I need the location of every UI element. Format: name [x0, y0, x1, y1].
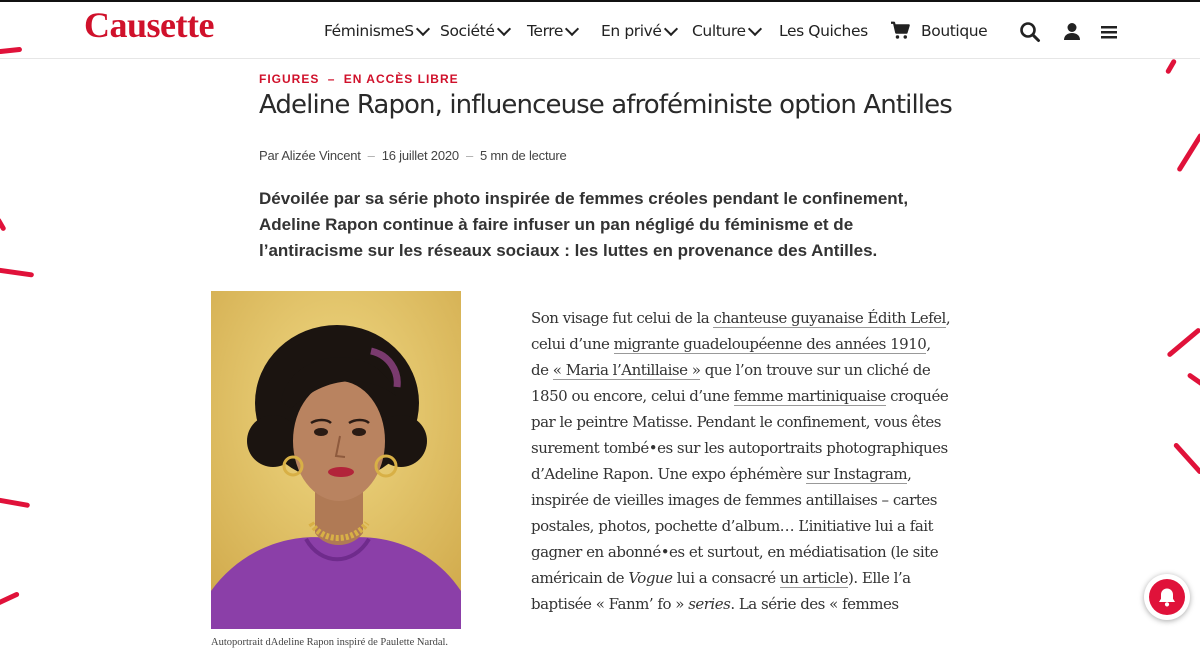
- decor-stroke: [0, 497, 30, 508]
- article-body: [531, 305, 951, 617]
- body-link[interactable]: « Maria l’Antillaise »: [552, 361, 701, 379]
- article-kicker: [259, 72, 459, 86]
- cart-icon: [890, 21, 911, 40]
- decor-stroke: [1176, 133, 1200, 173]
- body-link[interactable]: femme martiniquaise: [733, 387, 886, 405]
- nav-terre[interactable]: [527, 22, 577, 40]
- publish-date: 16 juillet 2020: [381, 148, 459, 163]
- shop-link[interactable]: [890, 21, 987, 40]
- nav-label: Culture: [692, 22, 746, 40]
- chevron-down-icon: [416, 21, 430, 35]
- nav-les-quiches[interactable]: [779, 22, 868, 40]
- portrait-photo[interactable]: [211, 291, 461, 629]
- article-lead: Dévoilée par sa série photo inspirée de femmes créoles pendant le confinement, Adeline Rapon continue à faire infuser un pan négligé du féminisme et de l’antiracisme sur les réseaux sociaux : les luttes en provenance des Antilles.: [259, 189, 909, 260]
- menu-icon[interactable]: [1098, 21, 1120, 43]
- body-emphasis: Vogue: [628, 569, 673, 587]
- author-link[interactable]: Par Alizée Vincent: [259, 148, 361, 163]
- body-link[interactable]: sur Instagram: [806, 465, 908, 483]
- body-text: , celui d’une: [531, 309, 951, 353]
- body-text: croquée par le peintre Matisse. Pendant le confinement, vous êtes surement tombé•es sur les autoportraits photographiques d’Adeline Rapon. Une expo éphémère: [531, 387, 949, 483]
- body-text: que l’on trouve sur un cliché de 1850 ou encore, celui d’une: [531, 361, 931, 405]
- notification-badge: [1149, 579, 1185, 615]
- category-link[interactable]: FIGURES: [259, 72, 320, 86]
- body-text: lui a consacré: [672, 569, 780, 587]
- site-header: [0, 2, 1200, 59]
- body-link[interactable]: migrante guadeloupéenne des années 1910: [613, 335, 927, 353]
- chevron-down-icon: [565, 21, 579, 35]
- reading-time: 5 mn de lecture: [479, 148, 567, 163]
- search-icon[interactable]: [1019, 21, 1041, 43]
- meta-separator: –: [465, 148, 473, 163]
- article-meta: [259, 148, 567, 163]
- kicker-separator: –: [327, 72, 336, 86]
- meta-separator: –: [367, 148, 375, 163]
- portrait-illustration: [211, 291, 461, 629]
- body-text: , de: [531, 335, 931, 379]
- body-text: . La série des « femmes: [730, 595, 899, 613]
- nav-label: Terre: [527, 22, 564, 40]
- body-emphasis: series: [688, 595, 731, 613]
- decor-stroke: [0, 267, 34, 277]
- access-link[interactable]: EN ACCÈS LIBRE: [343, 72, 459, 86]
- site-logo[interactable]: Causette: [84, 5, 214, 45]
- chevron-down-icon: [496, 21, 510, 35]
- shop-label: Boutique: [921, 21, 988, 40]
- image-caption: Autoportrait dAdeline Rapon inspiré de Paulette Nardal.: [211, 637, 449, 648]
- nav-culture[interactable]: [692, 22, 760, 40]
- decor-stroke: [0, 591, 20, 606]
- body-link[interactable]: un article: [779, 569, 849, 587]
- article-title: Adeline Rapon, influenceuse afroféministe option Antilles: [259, 90, 952, 120]
- decor-stroke: [1165, 58, 1177, 74]
- body-link[interactable]: chanteuse guyanaise Édith Lefel: [713, 309, 946, 327]
- decor-stroke: [1166, 327, 1200, 358]
- nav-societe[interactable]: [440, 22, 509, 40]
- body-text: Son visage fut celui de la: [531, 309, 714, 327]
- body-text: ). Elle l’a baptisée « Fanm’ fo »: [531, 569, 911, 613]
- bell-icon: [1156, 586, 1178, 608]
- article-figure: [211, 291, 461, 648]
- nav-label: Les Quiches: [779, 22, 868, 40]
- user-icon[interactable]: [1061, 21, 1083, 43]
- chevron-down-icon: [748, 21, 762, 35]
- nav-en-prive[interactable]: [601, 22, 676, 40]
- nav-label: FéminismeS: [324, 22, 414, 40]
- chevron-down-icon: [664, 21, 678, 35]
- decor-stroke: [1173, 442, 1200, 475]
- decor-stroke: [1187, 372, 1200, 389]
- notification-button[interactable]: [1144, 574, 1190, 620]
- nav-feminismes[interactable]: [324, 22, 428, 40]
- nav-label: Société: [440, 22, 495, 40]
- body-text: , inspirée de vieilles images de femmes antillaises – cartes postales, photos, pochette d’album… L’initiative lui a fait gagner en abonné•es et surtout, en médiatisation (le site américain de: [531, 465, 939, 587]
- decor-stroke: [0, 217, 7, 232]
- nav-label: En privé: [601, 22, 662, 40]
